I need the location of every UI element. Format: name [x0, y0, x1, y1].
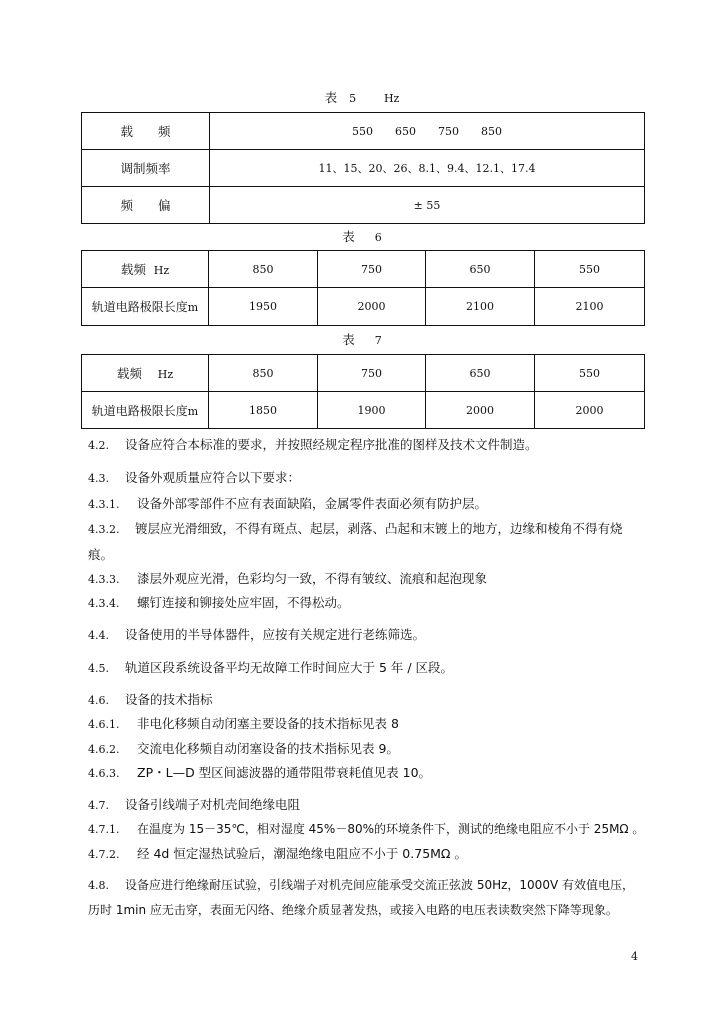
- clause-number: 4.6.: [88, 694, 109, 707]
- clause-text: 设备使用的半导体器件，应按有关规定进行老练筛选。: [125, 627, 426, 642]
- table-cell: 2100: [535, 288, 645, 326]
- table-cell: 550: [535, 251, 645, 288]
- table-cell: 1950: [209, 288, 318, 326]
- table5-label: 载 频: [82, 113, 210, 150]
- table5-value: 550 650 750 850: [210, 113, 645, 150]
- clause-number: 4.3.1.: [88, 498, 120, 511]
- table5-caption-unit: Hz: [383, 92, 400, 105]
- table7-row2-header: [82, 392, 209, 429]
- clause-text: 在温度为 15－35℃，相对湿度 45%－80%的环境条件下，测试的绝缘电阻应不小于 25MΩ 。: [137, 822, 645, 836]
- clause-text: 设备的技术指标: [125, 692, 213, 707]
- clause-4-6-2: [88, 741, 644, 758]
- table7-row1-label: 载频: [116, 366, 142, 381]
- clause-number: 4.6.1.: [88, 718, 120, 731]
- table6-caption-prefix: 表: [342, 229, 355, 244]
- clause-4-3-4: [88, 595, 644, 612]
- table-row: [82, 392, 645, 429]
- table-row: [82, 355, 645, 392]
- clause-4-6-3: [88, 765, 644, 782]
- clause-number: 4.2.: [88, 439, 109, 452]
- clause-number: 4.4.: [88, 629, 109, 642]
- clause-text: 设备应进行绝缘耐压试验，引线端子对机壳间应能承受交流正弦波 50Hz，1000V 有效值电压，历时 1min 应无击穿，表面无闪络、绝缘介质显著发热，或接入电路的电压表读数突然下降等现象。: [88, 878, 634, 917]
- clause-4-5: [88, 660, 644, 677]
- clause-number: 4.5.: [88, 662, 109, 675]
- clause-text: 螺钉连接和铆接处应牢固，不得松动。: [137, 595, 350, 610]
- table6-row2-unit: m: [187, 301, 199, 314]
- table7: [81, 354, 645, 429]
- table-row: [82, 113, 645, 150]
- table-cell: 750: [318, 355, 426, 392]
- table-cell: 1850: [209, 392, 318, 429]
- table-cell: 1900: [318, 392, 426, 429]
- table-cell: 2000: [426, 392, 535, 429]
- clause-number: 4.3.4.: [88, 597, 120, 610]
- clause-4-2: [88, 437, 644, 454]
- table-cell: 2000: [535, 392, 645, 429]
- clause-4-6-1: [88, 716, 644, 733]
- table5-label: 频 偏: [82, 187, 210, 224]
- clause-text: 镀层应光滑细致，不得有斑点、起层，剥落、凸起和末镀上的地方，边缘和棱角不得有烧痕。: [88, 521, 623, 562]
- table7-row2-label: 轨道电路极限长度: [91, 403, 188, 418]
- clause-number: 4.7.: [88, 799, 109, 812]
- clause-number: 4.7.1.: [88, 823, 120, 836]
- table-cell: 650: [426, 251, 535, 288]
- table-cell: 550: [535, 355, 645, 392]
- table7-row1-unit: Hz: [157, 368, 174, 381]
- clause-4-7: [88, 797, 644, 814]
- clause-text: 非电化移频自动闭塞主要设备的技术指标见表 8: [137, 716, 399, 731]
- clause-text: ZP・L—D 型区间滤波器的通带阻带衰耗值见表 10。: [137, 765, 432, 780]
- table-cell: 2000: [318, 288, 426, 326]
- clause-text: 设备引线端子对机壳间绝缘电阻: [125, 797, 301, 812]
- clause-text: 设备应符合本标准的要求，并按照经规定程序批准的图样及技术文件制造。: [125, 437, 538, 452]
- clause-text: 经 4d 恒定湿热试验后，潮湿绝缘电阻应不小于 0.75MΩ 。: [137, 846, 467, 861]
- clause-number: 4.6.2.: [88, 743, 120, 756]
- clause-4-7-2: [88, 846, 644, 863]
- table5-value: 11、15、20、26、8.1、9.4、12.1、17.4: [210, 150, 645, 187]
- clause-text: 设备外观质量应符合以下要求：: [125, 470, 301, 485]
- table6-row1-label: 载频: [120, 262, 146, 277]
- table6-caption-num: 6: [374, 231, 382, 244]
- clause-number: 4.6.3.: [88, 767, 120, 780]
- table5-caption: [0, 88, 724, 106]
- table-row: [82, 251, 645, 288]
- clause-number: 4.7.2.: [88, 848, 120, 861]
- table6-row1-header: [82, 251, 209, 288]
- clause-4-3-1: [88, 496, 644, 513]
- table7-caption: [0, 330, 724, 348]
- clause-text: 轨道区段系统设备平均无故障工作时间应大于 5 年 / 区段。: [125, 660, 454, 675]
- table5: [81, 112, 645, 224]
- table-cell: 850: [209, 251, 318, 288]
- table-cell: 2100: [426, 288, 535, 326]
- clause-text: 设备外部零部件不应有表面缺陷，金属零件表面必须有防护层。: [137, 496, 488, 511]
- table-cell: 650: [426, 355, 535, 392]
- table6-caption: [0, 227, 724, 245]
- table-row: [82, 150, 645, 187]
- clause-4-3-2: [88, 516, 644, 567]
- clause-number: 4.3.2.: [88, 523, 120, 536]
- table7-caption-num: 7: [374, 334, 382, 347]
- table5-value: ± 55: [210, 187, 645, 224]
- table-cell: 750: [318, 251, 426, 288]
- table6-row1-unit: Hz: [153, 264, 170, 277]
- table7-row2-unit: m: [187, 404, 199, 418]
- clause-number: 4.8.: [88, 879, 109, 892]
- clause-4-3: [88, 470, 644, 487]
- table6: [81, 250, 645, 326]
- clause-4-7-1: [88, 821, 644, 838]
- clause-4-3-3: [88, 571, 644, 588]
- table5-caption-num: 5: [349, 92, 357, 105]
- table-row: [82, 288, 645, 326]
- table6-row2-label: 轨道电路极限长度: [91, 300, 188, 314]
- clause-4-8: [88, 873, 644, 923]
- clause-4-6: [88, 692, 644, 709]
- clause-text: 交流电化移频自动闭塞设备的技术指标见表 9。: [137, 741, 399, 756]
- table5-label: 调制频率: [82, 150, 210, 187]
- clause-4-4: [88, 627, 644, 644]
- table5-caption-prefix: 表: [324, 90, 338, 105]
- table-cell: 850: [209, 355, 318, 392]
- table-row: [82, 187, 645, 224]
- table7-row1-header: [82, 355, 209, 392]
- table7-caption-prefix: 表: [342, 332, 355, 347]
- clause-text: 漆层外观应光滑，色彩均匀一致，不得有皱纹、流痕和起泡现象: [137, 571, 488, 586]
- clause-number: 4.3.3.: [88, 573, 120, 586]
- clause-number: 4.3.: [88, 472, 109, 485]
- page-number: 4: [631, 950, 638, 963]
- table6-row2-header: [82, 288, 209, 326]
